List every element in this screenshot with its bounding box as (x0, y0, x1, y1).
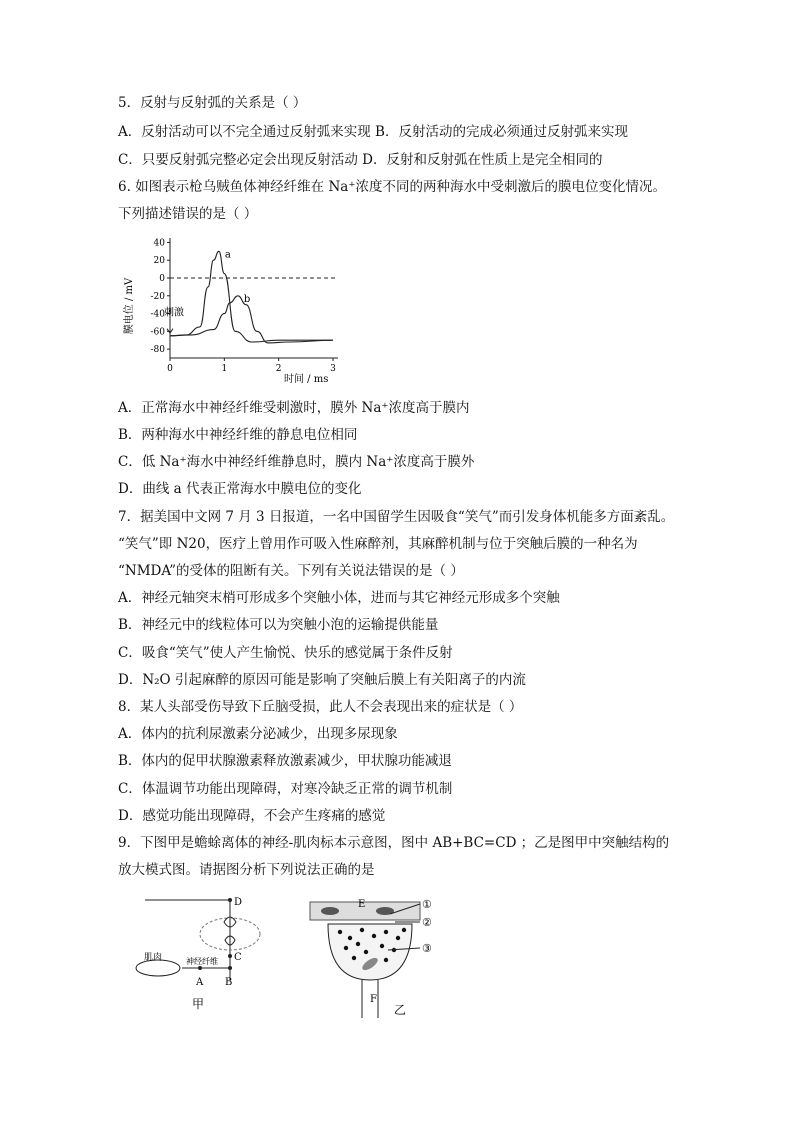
vesicle (396, 936, 400, 940)
q6-stem-2: 下列描述错误的是（ ） (118, 206, 258, 222)
point-a (198, 966, 202, 970)
x-ticks (167, 358, 336, 374)
y-tick-label: 0 (159, 274, 165, 284)
q8-option-c: C．体温调节功能出现障碍，对寒冷缺乏正常的调节机制 (118, 781, 453, 797)
stimulus-label: 刺激 (164, 307, 184, 319)
q7-option-c: C．吸食“笑气”使人产生愉悦、快乐的感觉属于条件反射 (118, 645, 453, 661)
vesicle (384, 958, 388, 962)
q8-option-b: B．体内的促甲状腺激素释放激素减少，甲状腺功能减退 (118, 753, 452, 769)
q5-stem: 5．反射与反射弧的关系是（ ） (118, 95, 307, 111)
vesicle (384, 930, 388, 934)
vesicle (380, 944, 384, 948)
point-d (228, 898, 232, 902)
q5-options-cd: C．只要反射弧完整必定会出现反射活动 D．反射和反射弧在性质上是完全相同的 (118, 152, 603, 168)
series-line-b (170, 293, 333, 343)
vesicle (338, 930, 342, 934)
q7-stem-2: “笑气”即 N20，医疗上曾用作可吸入性麻醉剂，其麻醉机制与位于突触后膜的一种名为 (118, 536, 638, 552)
x-axis-label: 时间 / ms (284, 374, 329, 385)
marker-3: ③ (422, 942, 432, 955)
marker-1: ① (422, 898, 432, 911)
fig9-yi-diagram (300, 890, 450, 1020)
q6-option-d: D．曲线 a 代表正常海水中膜电位的变化 (118, 481, 362, 497)
y-tick-label: -40 (150, 309, 165, 320)
label-c: C (234, 952, 242, 963)
vesicle (352, 956, 356, 960)
vesicle (356, 942, 360, 946)
label-nerve-fiber: 神经纤维 (186, 957, 218, 966)
point-c (228, 954, 232, 958)
series-label-b: b (243, 293, 251, 305)
q7-stem-1: 7．据美国中文网 7 月 3 日报道，一名中国留学生因吸食“笑气”而引发身体机能多方面紊乱。 (118, 509, 675, 525)
series-group (170, 249, 333, 343)
point-b (228, 966, 232, 970)
y-axis-label: 膜电位 / mV (124, 277, 135, 335)
x-tick-label: 3 (330, 364, 336, 374)
q9-stem-2: 放大模式图。请据图分析下列说法正确的是 (118, 862, 375, 878)
x-tick-label: 1 (221, 364, 228, 374)
vesicle (344, 946, 348, 950)
caption-yi: 乙 (394, 1003, 407, 1017)
y-tick-label: -80 (150, 345, 165, 356)
q8-stem: 8．某人头部受伤导致下丘脑受损，此人不会表现出来的症状是（ ） (118, 699, 523, 715)
vesicle (372, 934, 376, 938)
fig9-jia-diagram (130, 890, 320, 1020)
q7-stem-3: “NMDA”的受体的阻断有关。下列有关说法错误的是（ ） (118, 563, 464, 579)
q8-option-a: A．体内的抗利尿激素分泌减少，出现多尿现象 (118, 726, 398, 742)
x-tick-label: 2 (275, 364, 282, 374)
membrane-potential-chart (118, 228, 358, 388)
vesicle (364, 950, 368, 954)
y-tick-label: -20 (150, 291, 165, 302)
marker-2: ② (422, 916, 432, 929)
x-tick-label: 0 (167, 364, 173, 374)
label-e: E (358, 899, 366, 910)
vesicle (348, 936, 352, 940)
label-b: B (225, 977, 233, 988)
q6-stem-1: 6. 如图表示枪乌贼鱼体神经纤维在 Na⁺浓度不同的两种海水中受刺激后的膜电位变化情况。 (118, 179, 666, 195)
y-tick-label: 20 (153, 256, 165, 267)
vesicle (402, 928, 406, 932)
series-line-a (170, 251, 333, 342)
q7-option-b: B．神经元中的线粒体可以为突触小泡的运输提供能量 (118, 617, 439, 633)
q7-option-d: D．N₂O 引起麻醉的原因可能是影响了突触后膜上有关阳离子的内流 (118, 672, 526, 688)
y-ticks (151, 238, 171, 355)
label-d: D (234, 897, 243, 908)
label-f: F (370, 994, 377, 1005)
q7-option-a: A．神经元轴突末梢可形成多个突触小体，进而与其它神经元形成多个突触 (118, 590, 560, 606)
vesicle (360, 928, 364, 932)
q6-option-b: B．两种海水中神经纤维的静息电位相同 (118, 427, 358, 443)
y-tick-label: 40 (153, 238, 165, 249)
y-tick-label: -60 (150, 327, 165, 338)
label-a: A (196, 977, 204, 988)
series-label-a: a (224, 249, 231, 261)
q5-options-ab: A．反射活动可以不完全通过反射弧来实现 B．反射活动的完成必须通过反射弧来实现 (118, 124, 628, 140)
caption-jia: 甲 (192, 997, 205, 1011)
q9-stem-1: 9．下图甲是蟾蜍离体的神经-肌肉标本示意图，图中 AB+BC=CD ；乙是图甲中突触结构的 (118, 835, 670, 851)
receptor-1 (321, 907, 339, 915)
q8-option-d: D．感觉功能出现障碍，不会产生疼痛的感觉 (118, 808, 386, 824)
label-muscle: 肌肉 (144, 953, 163, 963)
q6-option-c: C．低 Na⁺海水中神经纤维静息时，膜内 Na⁺浓度高于膜外 (118, 454, 475, 470)
q6-option-a: A．正常海水中神经纤维受刺激时，膜外 Na⁺浓度高于膜内 (118, 400, 470, 416)
